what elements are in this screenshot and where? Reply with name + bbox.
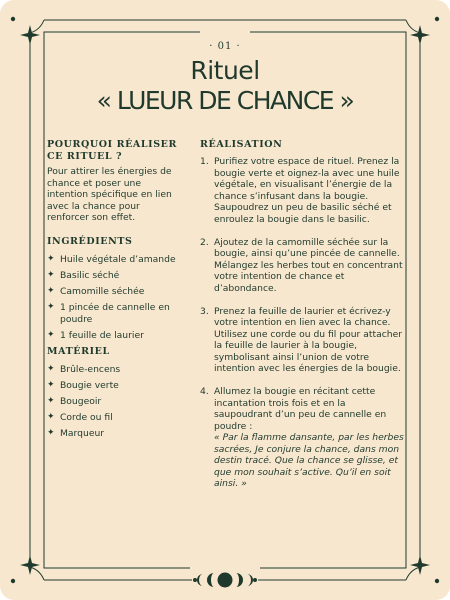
ritual-number: · 01 · (209, 41, 241, 52)
materiel-heading: MATÉRIEL (47, 346, 110, 357)
diamond-bullet-icon: ✦ (47, 428, 55, 438)
list-item: ✦ Camomille séchée (47, 286, 145, 297)
diamond-bullet-icon: ✦ (47, 412, 55, 422)
ingredients-heading: INGRÉDIENTS (47, 236, 133, 247)
step-item: 1. Purifiez votre espace de rituel. Prenez la bougie verte et oignez-la avec une huile végétale, en visualisant l’énergie de la chance s’infusant dans la bougie. Saupoudrez un peu de basilic séché et enroulez la bougie dans le basilic. (200, 156, 400, 225)
list-item: ✦ Basilic séché (47, 270, 120, 281)
moon-phases-icon (193, 573, 257, 588)
materiel-list (47, 364, 177, 444)
list-item: ✦ Huile végétale d’amande (47, 254, 176, 265)
list-item: ✦ Bougeoir (47, 396, 102, 407)
why-text: Pour attirer les énergies de chance et poser une intention spécifique en lien avec la chance pour renforcer son effet. (47, 166, 172, 223)
diamond-bullet-icon: ✦ (47, 302, 55, 312)
list-item: ✦ Marqueur (47, 428, 105, 439)
diamond-bullet-icon: ✦ (47, 396, 55, 406)
list-item: ✦ 1 pincée de cannelle en poudre (47, 302, 170, 325)
list-item: ✦ 1 feuille de laurier (47, 329, 144, 341)
incantation-text: « Par la flamme dansante, par les herbes sacrées, Je conjure la chance, dans mon destin tracé. Que la chance se glisse, et que mon souhait s’active. Qu’il en soit ainsi. » (214, 432, 404, 489)
diamond-bullet-icon: ✦ (47, 254, 55, 264)
ingredients-list (47, 254, 177, 346)
realisation-steps (200, 156, 405, 501)
list-item: ✦ Corde ou fil (47, 412, 113, 423)
diamond-bullet-icon: ✦ (47, 380, 55, 390)
diamond-bullet-icon: ✦ (47, 270, 55, 280)
step-item: 2. Ajoutez de la camomille séchée sur la bougie, ainsi qu’une pincée de cannelle. Mélangez les herbes tout en concentrant votre intention de chance et d’abondance. (200, 236, 403, 294)
realisation-heading: RÉALISATION (200, 139, 283, 150)
step-item: 4. Allumez la bougie en récitant cette incantation trois fois et en la saupoudrant d’un peu de cannelle en poudre : « Par la flamme dansante, par les herbes sacrées, Je conjure la chance, dans mon destin tracé. Que la chance se glisse, et que mon souhait s’active. Qu’il en soit ainsi. » (200, 386, 404, 489)
diamond-bullet-icon: ✦ (47, 329, 55, 340)
diamond-bullet-icon: ✦ (47, 286, 55, 296)
step-item: 3. Prenez la feuille de laurier et écrivez-y votre intention en lien avec la chance. Utilisez une corde ou du fil pour attacher la feuille de laurier à la bougie, symbolisant ainsi l’union de votre intention avec les énergies de la bougie. (200, 305, 403, 374)
list-item: ✦ Brûle-encens (47, 364, 121, 375)
diamond-bullet-icon: ✦ (47, 364, 55, 374)
ritual-subtitle: « LUEUR DE CHANCE » (96, 86, 354, 115)
why-heading: POURQUOI RÉALISER CE RITUEL ? (47, 139, 178, 162)
ritual-title: Rituel (190, 56, 260, 85)
list-item: ✦ Bougie verte (47, 380, 119, 391)
